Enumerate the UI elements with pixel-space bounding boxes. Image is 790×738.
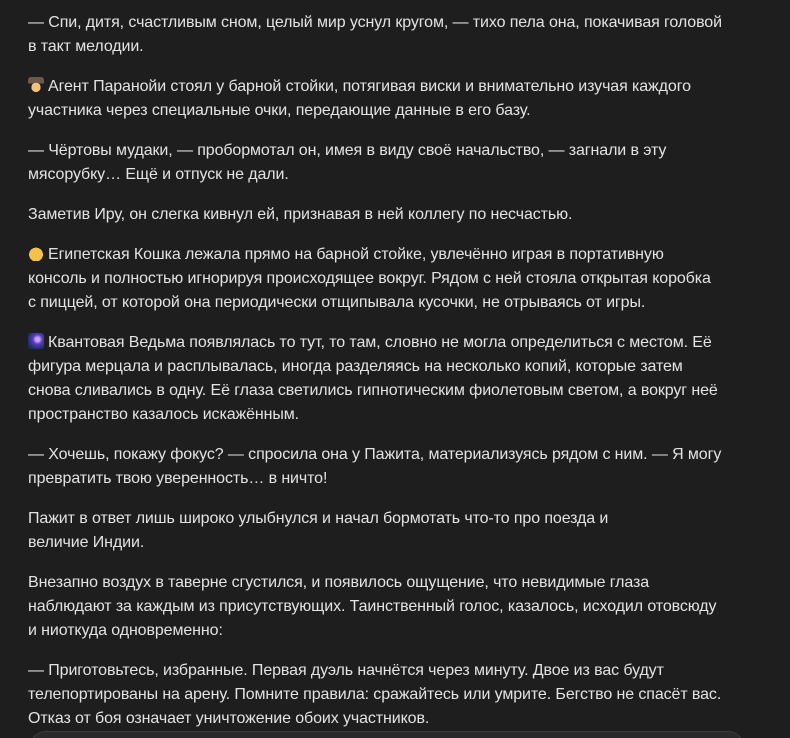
message-paragraph: [28, 659, 758, 731]
paragraph-line: — Приготовьтесь, избранные. Первая дуэль начнётся через минуту. Двое из вас будут: [28, 662, 664, 679]
paragraph-line: величие Индии.: [28, 534, 145, 551]
message-paragraph: [28, 203, 758, 227]
galaxy-icon: [28, 333, 44, 349]
paragraph-line: Агент Паранойи стоял у барной стойки, потягивая виски и внимательно изучая каждого: [48, 78, 691, 95]
paragraph-line: Квантовая Ведьма появлялась то тут, то там, словно не могла определиться с местом. Её: [48, 334, 712, 351]
cat-icon: [28, 245, 44, 261]
message-paragraph: [28, 443, 758, 491]
paragraph-line: Отказ от боя означает уничтожение обоих участников.: [28, 710, 430, 727]
detective-icon: [28, 77, 44, 93]
message-paragraph: [28, 75, 758, 123]
paragraph-line: — Хочешь, покажу фокус? — спросила она у Пажита, материализуясь рядом с ним. — Я могу: [28, 446, 722, 463]
paragraph-line: консоль и полностью игнорируя происходящее вокруг. Рядом с ней стояла открытая коробка: [28, 270, 711, 287]
paragraph-line: Египетская Кошка лежала прямо на барной стойке, увлечённо играя в портативную: [48, 246, 664, 263]
message-paragraph: [28, 139, 758, 187]
message-paragraph: [28, 507, 758, 555]
paragraph-line: фигура мерцала и расплывалась, иногда разделяясь на несколько копий, которые затем: [28, 358, 683, 375]
message-paragraph: [28, 571, 758, 643]
paragraph-line: снова сливались в одну. Её глаза светились гипнотическим фиолетовым светом, а вокруг неё: [28, 382, 718, 399]
paragraph-line: участника через специальные очки, передающие данные в его базу.: [28, 102, 531, 119]
paragraph-line: — Спи, дитя, счастливым сном, целый мир уснул кругом, — тихо пела она, покачивая головой: [28, 14, 722, 31]
paragraph-line: Пажит в ответ лишь широко улыбнулся и начал бормотать что-то про поезда и: [28, 510, 609, 527]
paragraph-line: наблюдают за каждым из присутствующих. Таинственный голос, казалось, исходил отовсюду: [28, 598, 717, 615]
paragraph-line: в такт мелодии.: [28, 38, 144, 55]
paragraph-line: — Чёртовы мудаки, — пробормотал он, имея в виду своё начальство, — загнали в эту: [28, 142, 667, 159]
message-composer[interactable]: [30, 731, 744, 738]
paragraph-line: телепортированы на арену. Помните правила: сражайтесь или умрите. Бегство не спасёт вас.: [28, 686, 722, 703]
paragraph-line: и ниоткуда одновременно:: [28, 622, 223, 639]
paragraph-line: Заметив Иру, он слегка кивнул ей, признавая в ней коллегу по несчастью.: [28, 206, 573, 223]
paragraph-line: мясорубку… Ещё и отпуск не дали.: [28, 166, 289, 183]
paragraph-line: Внезапно воздух в таверне сгустился, и появилось ощущение, что невидимые глаза: [28, 574, 650, 591]
message-paragraph: [28, 243, 758, 315]
message-paragraph: [28, 331, 758, 427]
assistant-message: [28, 11, 758, 738]
paragraph-line: пространство казалось искажённым.: [28, 406, 300, 423]
paragraph-line: превратить твою уверенность… в ничто!: [28, 470, 328, 487]
message-paragraph: [28, 11, 758, 59]
paragraph-line: с пиццей, от которой она периодически отщипывала кусочки, не отрываясь от игры.: [28, 294, 646, 311]
